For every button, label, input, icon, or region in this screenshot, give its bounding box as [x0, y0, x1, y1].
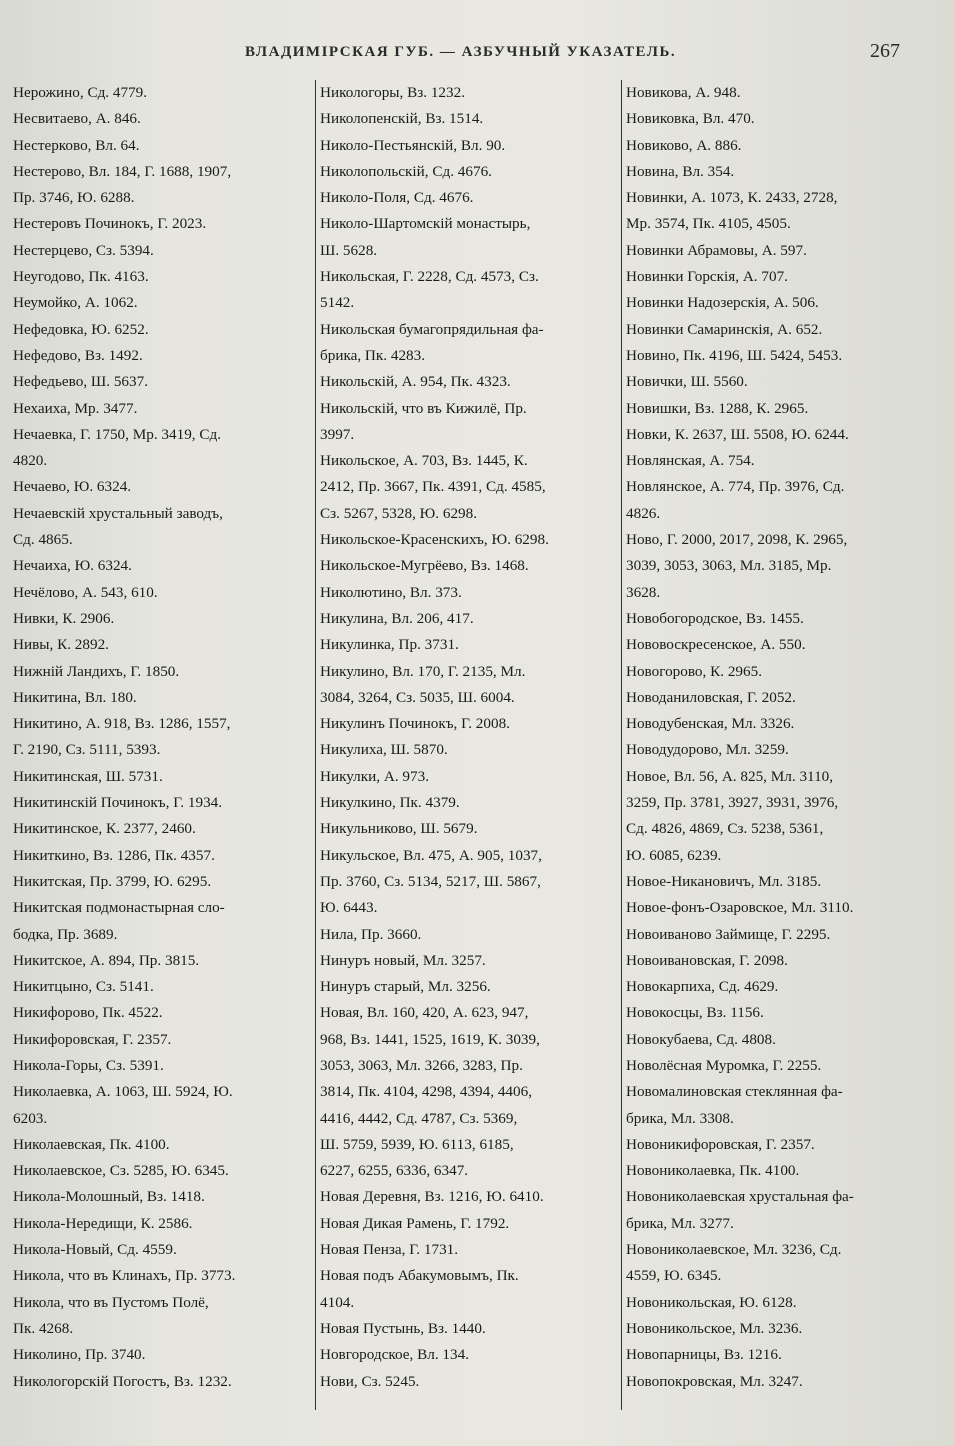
- index-entry: [626, 948, 926, 974]
- index-entry: [13, 1132, 313, 1158]
- index-entry: [13, 369, 313, 395]
- entry-line: Новки, К. 2637, Ш. 5508, Ю. 6244.: [626, 425, 849, 443]
- entry-continuation-line: брика, Пк. 4283.: [320, 346, 426, 364]
- index-entry: [13, 290, 313, 316]
- index-entry: [13, 1079, 313, 1132]
- entry-line: Новое-фонъ-Озаровское, Мл. 3110.: [626, 899, 854, 917]
- entry-line: Николаевка, А. 1063, Ш. 5924, Ю.: [13, 1083, 233, 1101]
- index-entry: [320, 1263, 620, 1316]
- entry-line: Нечаевскій хрустальный заводъ,: [13, 504, 223, 522]
- entry-line: Нехаиха, Мр. 3477.: [13, 399, 138, 417]
- index-entry: [320, 369, 620, 395]
- header-title: ВЛАДИМІРСКАЯ ГУБ. — АЗБУЧНЫЙ УКАЗАТЕЛЬ.: [245, 44, 677, 60]
- index-entry: [13, 1369, 313, 1395]
- index-entry: [320, 974, 620, 1000]
- entry-line: Новониколаевская хрустальная фа-: [626, 1188, 854, 1206]
- entry-continuation-line: 2412, Пр. 3667, Пк. 4391, Сд. 4585,: [320, 478, 546, 496]
- entry-line: Никитцыно, Сз. 5141.: [13, 978, 154, 996]
- index-entry: [320, 1000, 620, 1184]
- column-divider: [315, 80, 316, 1410]
- entry-line: Нефедовка, Ю. 6252.: [13, 320, 149, 338]
- entry-continuation-line: бодка, Пр. 3689.: [13, 925, 118, 943]
- entry-continuation-line: Мр. 3574, Пк. 4105, 4505.: [626, 215, 791, 233]
- entry-continuation-line: 3997.: [320, 425, 355, 443]
- entry-line: Никитино, А. 918, Вз. 1286, 1557,: [13, 715, 231, 733]
- index-entry: [320, 790, 620, 816]
- entry-line: Нестерцево, Сз. 5394.: [13, 241, 154, 259]
- entry-line: Никола-Нередищи, К. 2586.: [13, 1214, 193, 1232]
- entry-line: Новониколаевка, Пк. 4100.: [626, 1162, 800, 1180]
- index-entry: [320, 764, 620, 790]
- index-entry: [626, 159, 926, 185]
- index-entry: [626, 1132, 926, 1158]
- entry-line: Новина, Вл. 354.: [626, 162, 735, 180]
- entry-line: Николо-Шартомскій монастырь,: [320, 215, 531, 233]
- index-entry: [320, 1342, 620, 1368]
- entry-line: Новикова, А. 948.: [626, 84, 741, 101]
- index-entry: [13, 238, 313, 264]
- entry-continuation-line: Пк. 4268.: [13, 1319, 74, 1337]
- entry-line: Новинки Горскія, А. 707.: [626, 268, 788, 286]
- index-entry: [13, 790, 313, 816]
- index-entry: [320, 816, 620, 842]
- entry-line: Новгородское, Вл. 134.: [320, 1346, 469, 1364]
- index-entry: [13, 1158, 313, 1184]
- index-entry: [13, 422, 313, 475]
- entry-line: Никульское, Вл. 475, А. 905, 1037,: [320, 846, 542, 864]
- entry-line: Никольскій, что въ Кижилё, Пр.: [320, 399, 527, 417]
- entry-line: Никулинка, Пр. 3731.: [320, 636, 459, 654]
- index-entry: [13, 764, 313, 790]
- entry-line: Новокосцы, Вз. 1156.: [626, 1004, 764, 1022]
- entry-line: Новокубаева, Сд. 4808.: [626, 1030, 776, 1048]
- index-entry: [626, 106, 926, 132]
- index-entry: [320, 580, 620, 606]
- index-entry: [13, 606, 313, 632]
- index-entry: [13, 632, 313, 658]
- entry-line: Неугодово, Пк. 4163.: [13, 268, 149, 286]
- index-entry: [320, 1211, 620, 1237]
- entry-line: Новинки, А. 1073, К. 2433, 2728,: [626, 189, 838, 207]
- entry-line: Нововоскресенское, А. 550.: [626, 636, 806, 654]
- entry-line: Новишки, Вз. 1288, К. 2965.: [626, 399, 809, 417]
- entry-line: Никола-Новый, Сд. 4559.: [13, 1241, 177, 1259]
- index-entry: [626, 659, 926, 685]
- entry-line: Новоданиловская, Г. 2052.: [626, 688, 796, 706]
- index-entry: [626, 422, 926, 448]
- entry-line: Новинки Надозерскія, А. 506.: [626, 294, 819, 312]
- index-entry: [320, 1237, 620, 1263]
- entry-line: Новомалиновская стеклянная фа-: [626, 1083, 843, 1101]
- index-entry: [626, 290, 926, 316]
- entry-line: Никольская бумагопрядильная фа-: [320, 320, 544, 338]
- index-entry: [320, 1316, 620, 1342]
- entry-line: Никулино, Вл. 170, Г. 2135, Мл.: [320, 662, 526, 680]
- index-entry: [626, 1369, 926, 1395]
- index-entry: [626, 474, 926, 527]
- entry-continuation-line: 3259, Пр. 3781, 3927, 3931, 3976,: [626, 794, 839, 812]
- entry-line: Новое-Никановичъ, Мл. 3185.: [626, 872, 822, 890]
- entry-line: Новинки Абрамовы, А. 597.: [626, 241, 807, 259]
- index-entry: [626, 764, 926, 869]
- index-entry: [13, 474, 313, 500]
- entry-continuation-line: 4416, 4442, Сд. 4787, Сз. 5369,: [320, 1109, 518, 1127]
- entry-line: Нестерково, Вл. 64.: [13, 136, 140, 154]
- entry-line: Новолёсная Муромка, Г. 2255.: [626, 1056, 822, 1074]
- index-entry: [320, 80, 620, 106]
- entry-line: Никольскій, А. 954, Пк. 4323.: [320, 373, 511, 391]
- index-entry: [626, 369, 926, 395]
- index-entry: [13, 396, 313, 422]
- entry-line: Новички, Ш. 5560.: [626, 373, 748, 391]
- index-entry: [320, 922, 620, 948]
- entry-line: Новиково, А. 886.: [626, 136, 742, 154]
- index-entry: [626, 974, 926, 1000]
- index-entry: [626, 238, 926, 264]
- index-entry: [320, 396, 620, 449]
- index-entry: [13, 843, 313, 869]
- entry-line: Новиковка, Вл. 470.: [626, 110, 755, 128]
- entry-line: Нестерово, Вл. 184, Г. 1688, 1907,: [13, 162, 232, 180]
- entry-line: Никулкино, Пк. 4379.: [320, 794, 460, 812]
- page-number: 267: [870, 40, 900, 62]
- index-entry: [13, 106, 313, 132]
- index-entry: [626, 1184, 926, 1237]
- entry-line: Нефедово, Вз. 1492.: [13, 346, 143, 364]
- entry-line: Никулиха, Ш. 5870.: [320, 741, 448, 759]
- entry-line: Нивки, К. 2906.: [13, 609, 115, 627]
- entry-continuation-line: Ю. 6085, 6239.: [626, 846, 722, 864]
- index-entry: [13, 869, 313, 895]
- entry-continuation-line: Пр. 3760, Сз. 5134, 5217, Ш. 5867,: [320, 872, 541, 890]
- entry-line: Новоивановская, Г. 2098.: [626, 951, 788, 969]
- entry-continuation-line: 3628.: [626, 583, 661, 601]
- entry-line: Никитская, Пр. 3799, Ю. 6295.: [13, 872, 212, 890]
- entry-line: Никитинская, Ш. 5731.: [13, 767, 163, 785]
- entry-continuation-line: 4820.: [13, 452, 48, 470]
- index-entry: [13, 1290, 313, 1343]
- entry-line: Николопенскій, Вз. 1514.: [320, 110, 484, 128]
- entry-continuation-line: 3084, 3264, Сз. 5035, Ш. 6004.: [320, 688, 515, 706]
- index-entry: [626, 1342, 926, 1368]
- index-entry: [13, 133, 313, 159]
- entry-line: Нечаиха, Ю. 6324.: [13, 557, 132, 575]
- entry-line: Никульниково, Ш. 5679.: [320, 820, 478, 838]
- entry-line: Никольское-Мугрёево, Вз. 1468.: [320, 557, 529, 575]
- index-entry: [626, 264, 926, 290]
- index-entry: [13, 974, 313, 1000]
- entry-continuation-line: брика, Мл. 3277.: [626, 1214, 734, 1232]
- entry-continuation-line: 6227, 6255, 6336, 6347.: [320, 1162, 469, 1180]
- index-entry: [320, 133, 620, 159]
- entry-continuation-line: Г. 2190, Сз. 5111, 5393.: [13, 741, 161, 759]
- entry-line: Нефедьево, Ш. 5637.: [13, 373, 149, 391]
- entry-line: Никитское, А. 894, Пр. 3815.: [13, 951, 200, 969]
- entry-continuation-line: 4559, Ю. 6345.: [626, 1267, 722, 1285]
- entry-line: Никола-Горы, Сз. 5391.: [13, 1056, 164, 1074]
- index-entry: [13, 711, 313, 764]
- index-entry: [626, 317, 926, 343]
- entry-line: Николопольскій, Сд. 4676.: [320, 162, 492, 180]
- index-entry: [626, 869, 926, 895]
- entry-line: Новоникольское, Мл. 3236.: [626, 1319, 803, 1337]
- entry-line: Никольская, Г. 2228, Сд. 4573, Сз.: [320, 268, 539, 286]
- entry-continuation-line: 4826.: [626, 504, 661, 522]
- entry-line: Никулки, А. 973.: [320, 767, 430, 785]
- entry-continuation-line: 968, Вз. 1441, 1525, 1619, К. 3039,: [320, 1030, 540, 1048]
- index-entry: [626, 632, 926, 658]
- entry-line: Никифоровская, Г. 2357.: [13, 1030, 172, 1048]
- entry-continuation-line: Пр. 3746, Ю. 6288.: [13, 189, 135, 207]
- entry-line: Никольское-Красенскихъ, Ю. 6298.: [320, 531, 549, 549]
- index-entry: [626, 185, 926, 238]
- index-entry: [13, 1027, 313, 1053]
- entry-line: Никитинское, К. 2377, 2460.: [13, 820, 196, 838]
- entry-line: Нила, Пр. 3660.: [320, 925, 422, 943]
- entry-line: Новая подъ Абакумовымъ, Пк.: [320, 1267, 519, 1285]
- entry-line: Никитинскій Починокъ, Г. 1934.: [13, 794, 223, 812]
- index-entry: [13, 343, 313, 369]
- entry-line: Нивы, К. 2892.: [13, 636, 109, 654]
- entry-line: Неумойко, А. 1062.: [13, 294, 138, 312]
- index-entry: [13, 948, 313, 974]
- entry-line: Нечёлово, А. 543, 610.: [13, 583, 158, 601]
- entry-line: Николино, Пр. 3740.: [13, 1346, 146, 1364]
- entry-line: Никологорскій Погостъ, Вз. 1232.: [13, 1372, 232, 1390]
- entry-continuation-line: 4104.: [320, 1293, 355, 1311]
- index-entry: [13, 816, 313, 842]
- index-column-3: [626, 80, 926, 1420]
- index-entry: [13, 1342, 313, 1368]
- index-entry: [320, 659, 620, 712]
- index-entry: [13, 80, 313, 106]
- index-entry: [320, 632, 620, 658]
- index-entry: [626, 1158, 926, 1184]
- entry-line: Никола, что въ Клинахъ, Пр. 3773.: [13, 1267, 236, 1285]
- entry-line: Новая Дикая Рамень, Г. 1792.: [320, 1214, 510, 1232]
- index-entry: [626, 922, 926, 948]
- index-entry: [320, 264, 620, 317]
- entry-line: Новониколаевское, Мл. 3236, Сд.: [626, 1241, 842, 1259]
- entry-line: Новокарпиха, Сд. 4629.: [626, 978, 779, 996]
- entry-line: Новая Деревня, Вз. 1216, Ю. 6410.: [320, 1188, 544, 1206]
- index-entry: [13, 1263, 313, 1289]
- index-entry: [320, 448, 620, 527]
- index-entry: [626, 895, 926, 921]
- entry-line: Новоникифоровская, Г. 2357.: [626, 1135, 815, 1153]
- entry-line: Никулинъ Починокъ, Г. 2008.: [320, 715, 510, 733]
- index-entry: [13, 501, 313, 554]
- index-entry: [13, 895, 313, 948]
- index-entry: [320, 185, 620, 211]
- index-entry: [626, 343, 926, 369]
- index-entry: [320, 737, 620, 763]
- index-entry: [626, 1053, 926, 1079]
- index-entry: [320, 606, 620, 632]
- entry-line: Новое, Вл. 56, А. 825, Мл. 3110,: [626, 767, 834, 785]
- index-entry: [320, 843, 620, 922]
- entry-line: Нинуръ новый, Мл. 3257.: [320, 951, 486, 969]
- index-entry: [626, 1290, 926, 1316]
- index-entry: [320, 159, 620, 185]
- entry-continuation-line: 3814, Пк. 4104, 4298, 4394, 4406,: [320, 1083, 532, 1101]
- entry-line: Ново, Г. 2000, 2017, 2098, К. 2965,: [626, 531, 848, 549]
- entry-continuation-line: 5142.: [320, 294, 355, 312]
- index-entry: [626, 133, 926, 159]
- index-entry: [626, 396, 926, 422]
- index-entry: [626, 685, 926, 711]
- index-entry: [13, 317, 313, 343]
- entry-line: Новодудорово, Мл. 3259.: [626, 741, 789, 759]
- column-divider: [621, 80, 622, 1410]
- index-entry: [626, 737, 926, 763]
- entry-line: Новоиваново Займище, Г. 2295.: [626, 925, 831, 943]
- index-entry: [320, 711, 620, 737]
- index-column-2: [320, 80, 620, 1420]
- entry-continuation-line: брика, Мл. 3308.: [626, 1109, 734, 1127]
- index-entry: [13, 659, 313, 685]
- index-entry: [13, 580, 313, 606]
- index-entry: [13, 1053, 313, 1079]
- index-entry: [320, 1369, 620, 1395]
- entry-line: Никологоры, Вз. 1232.: [320, 84, 465, 101]
- entry-line: Нижній Ландихъ, Г. 1850.: [13, 662, 180, 680]
- entry-line: Новинки Самаринскія, А. 652.: [626, 320, 823, 338]
- index-entry: [626, 1079, 926, 1132]
- page-header: [0, 38, 954, 68]
- index-entry: [320, 106, 620, 132]
- entry-line: Никольское, А. 703, Вз. 1445, К.: [320, 452, 528, 470]
- index-entry: [626, 1237, 926, 1290]
- entry-line: Новопарницы, Вз. 1216.: [626, 1346, 782, 1364]
- entry-continuation-line: Сд. 4826, 4869, Сз. 5238, 5361,: [626, 820, 824, 838]
- entry-continuation-line: Сд. 4865.: [13, 531, 73, 549]
- index-entry: [320, 948, 620, 974]
- entry-line: Нестеровъ Починокъ, Г. 2023.: [13, 215, 207, 233]
- index-entry: [626, 1027, 926, 1053]
- index-entry: [626, 80, 926, 106]
- index-entry: [320, 1184, 620, 1210]
- entry-line: Никола, что въ Пустомъ Полё,: [13, 1293, 209, 1311]
- entry-line: Новая Пенза, Г. 1731.: [320, 1241, 459, 1259]
- entry-line: Нови, Сз. 5245.: [320, 1372, 420, 1390]
- entry-line: Нечаево, Ю. 6324.: [13, 478, 132, 496]
- index-column-1: [13, 80, 313, 1420]
- entry-line: Нинуръ старый, Мл. 3256.: [320, 978, 491, 996]
- entry-line: Николаевское, Сз. 5285, Ю. 6345.: [13, 1162, 229, 1180]
- entry-line: Никифорово, Пк. 4522.: [13, 1004, 163, 1022]
- entry-line: Новая, Вл. 160, 420, А. 623, 947,: [320, 1004, 529, 1022]
- entry-line: Новино, Пк. 4196, Ш. 5424, 5453.: [626, 346, 843, 364]
- entry-line: Новоникольская, Ю. 6128.: [626, 1293, 797, 1311]
- entry-line: Новая Пустынь, Вз. 1440.: [320, 1319, 486, 1337]
- entry-continuation-line: Сз. 5267, 5328, Ю. 6298.: [320, 504, 478, 522]
- index-entry: [13, 264, 313, 290]
- entry-line: Николо-Поля, Сд. 4676.: [320, 189, 474, 207]
- index-entry: [320, 527, 620, 553]
- entry-continuation-line: Ю. 6443.: [320, 899, 378, 917]
- index-entry: [13, 1184, 313, 1210]
- entry-continuation-line: 3039, 3053, 3063, Мл. 3185, Мр.: [626, 557, 832, 575]
- index-entry: [13, 1211, 313, 1237]
- entry-line: Нечаевка, Г. 1750, Мр. 3419, Сд.: [13, 425, 222, 443]
- entry-line: Николютино, Вл. 373.: [320, 583, 462, 601]
- entry-line: Никулина, Вл. 206, 417.: [320, 609, 474, 627]
- entry-line: Новобогородское, Вз. 1455.: [626, 609, 804, 627]
- index-entry: [626, 711, 926, 737]
- entry-line: Новлянская, А. 754.: [626, 452, 755, 470]
- entry-line: Никиткино, Вз. 1286, Пк. 4357.: [13, 846, 215, 864]
- index-entry: [13, 685, 313, 711]
- index-entry: [320, 317, 620, 370]
- index-entry: [13, 1237, 313, 1263]
- entry-line: Несвитаево, А. 846.: [13, 110, 141, 128]
- index-entry: [13, 1000, 313, 1026]
- entry-line: Новодубенская, Мл. 3326.: [626, 715, 795, 733]
- entry-line: Никитская подмонастырная сло-: [13, 899, 225, 917]
- index-entry: [626, 606, 926, 632]
- entry-continuation-line: Ш. 5628.: [320, 241, 378, 259]
- index-entry: [320, 553, 620, 579]
- entry-line: Николо-Пестьянскій, Вл. 90.: [320, 136, 506, 154]
- entry-line: Николаевская, Пк. 4100.: [13, 1135, 170, 1153]
- entry-line: Новогорово, К. 2965.: [626, 662, 763, 680]
- entry-line: Новлянское, А. 774, Пр. 3976, Сд.: [626, 478, 845, 496]
- index-entry: [13, 211, 313, 237]
- index-entry: [13, 159, 313, 212]
- entry-line: Никитина, Вл. 180.: [13, 688, 137, 706]
- index-entry: [320, 211, 620, 264]
- index-entry: [626, 448, 926, 474]
- index-entry: [626, 527, 926, 606]
- index-entry: [626, 1000, 926, 1026]
- entry-continuation-line: Ш. 5759, 5939, Ю. 6113, 6185,: [320, 1135, 514, 1153]
- index-entry: [626, 1316, 926, 1342]
- entry-continuation-line: 3053, 3063, Мл. 3266, 3283, Пр.: [320, 1056, 523, 1074]
- entry-line: Нерожино, Сд. 4779.: [13, 84, 148, 101]
- entry-line: Новопокровская, Мл. 3247.: [626, 1372, 803, 1390]
- entry-continuation-line: 6203.: [13, 1109, 48, 1127]
- entry-line: Никола-Молошный, Вз. 1418.: [13, 1188, 205, 1206]
- index-entry: [13, 553, 313, 579]
